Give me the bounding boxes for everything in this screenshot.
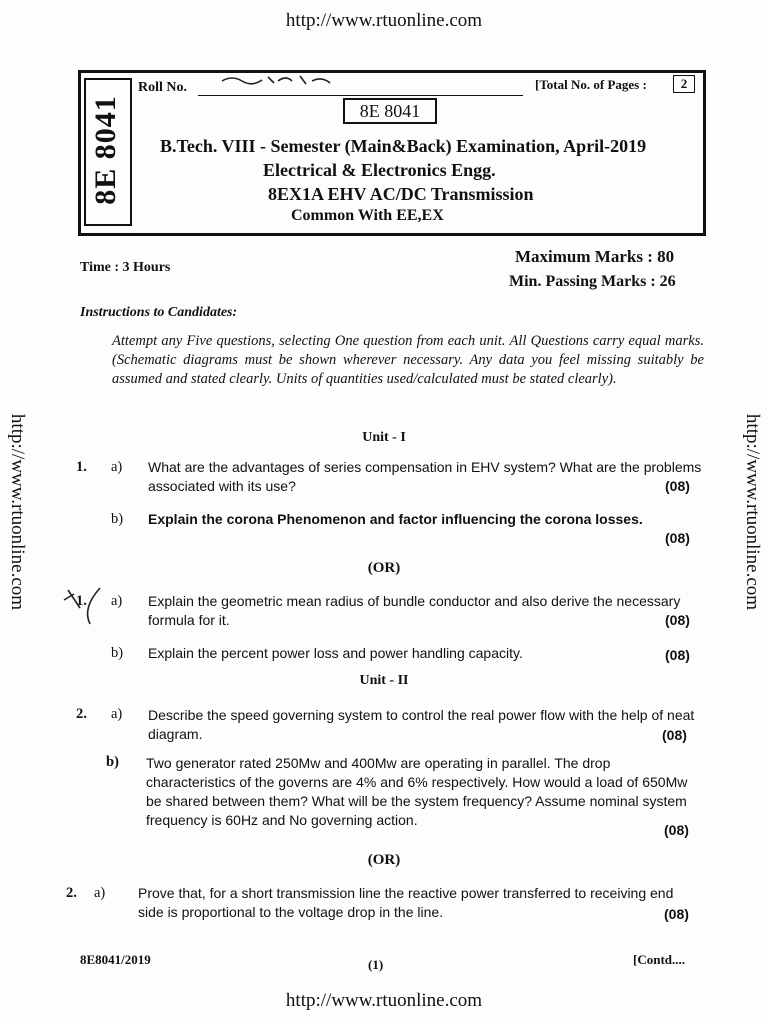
question-part-label: b) (106, 754, 119, 770)
unit-1-heading: Unit - I (362, 430, 406, 445)
branch-name: Electrical & Electronics Engg. (263, 160, 496, 180)
question-1d-marks: (08) (665, 647, 690, 663)
roll-number-line (198, 95, 523, 96)
instructions-text: Attempt any Five questions, selecting One question from each unit. All Questions carry equal marks. (Schematic diagrams must be shown wherever necessary. Any data you feel missing suitably be assumed and stated clearly. Units of quantities used/calculated must be stated clearly). (112, 333, 704, 387)
top-url[interactable]: http://www.rtuonline.com (285, 10, 483, 31)
unit-2-heading: Unit - II (359, 673, 409, 688)
time-allowed: Time : 3 Hours (80, 260, 171, 275)
min-passing-marks: Min. Passing Marks : 26 (509, 273, 676, 290)
question-1b-text: Explain the corona Phenomenon and factor influencing the corona losses. (148, 511, 643, 527)
question-1a-text: What are the advantages of series compensation in EHV system? What are the problems associated with its use? (148, 459, 702, 494)
footer-continued: [Contd.... (633, 952, 686, 967)
question-part-label: b) (111, 511, 124, 527)
total-pages-value: 2 (673, 75, 695, 93)
question-1d-text: Explain the percent power loss and power handling capacity. (148, 645, 523, 661)
roll-number-label: Roll No. (138, 80, 187, 95)
question-2a-marks: (08) (662, 727, 687, 743)
maximum-marks: Maximum Marks : 80 (515, 247, 675, 266)
question-part-label: a) (111, 459, 123, 475)
question-number: 2. (66, 885, 77, 901)
handwritten-scribble (220, 72, 340, 86)
question-1b-marks: (08) (665, 530, 690, 546)
paper-code-vertical: 8E 8041 (89, 95, 122, 205)
bottom-url[interactable]: http://www.rtuonline.com (285, 990, 483, 1011)
question-number: 1. (76, 593, 87, 609)
question-part-label: a) (111, 706, 123, 722)
question-2a-text: Describe the speed governing system to control the real power flow with the help of neat diagram. (148, 707, 695, 742)
exam-title: B.Tech. VIII - Semester (Main&Back) Examination, April-2019 (160, 136, 647, 156)
or-separator: (OR) (367, 852, 401, 868)
question-2b-text: Two generator rated 250Mw and 400Mw are operating in parallel. The drop characteristics of the governs are 4% and 6% respectively. How would a load of 650Mw be shared between them? What will be the system frequency? Assume nominal system frequency is 60Hz and No governing action. (146, 755, 688, 828)
subject-name: 8EX1A EHV AC/DC Transmission (268, 184, 534, 204)
handwritten-tick-mark (60, 586, 130, 628)
common-with: Common With EE,EX (291, 207, 444, 224)
left-side-url[interactable]: http://www.rtuonline.com (7, 413, 28, 611)
question-part-label: a) (111, 593, 123, 609)
paper-code-box: 8E 8041 (343, 98, 437, 124)
question-1c-text: Explain the geometric mean radius of bundle conductor and also derive the necessary formula for it. (148, 593, 681, 628)
question-part-label: a) (94, 885, 106, 901)
question-1c-marks: (08) (665, 612, 690, 628)
question-2b-marks: (08) (664, 822, 689, 838)
total-pages-label: [Total No. of Pages : (535, 77, 647, 92)
question-1a-marks: (08) (665, 478, 690, 494)
question-number: 2. (76, 706, 87, 722)
instructions-title: Instructions to Candidates: (80, 305, 238, 320)
question-2c-text: Prove that, for a short transmission line the reactive power transferred to receiving end side is proportional to the voltage drop in the line. (138, 885, 674, 920)
question-part-label: b) (111, 645, 124, 661)
footer-paper-code: 8E8041/2019 (80, 952, 151, 967)
or-separator: (OR) (367, 560, 401, 576)
right-side-url[interactable]: http://www.rtuonline.com (742, 413, 763, 611)
footer-page-number: (1) (368, 957, 384, 972)
question-2c-marks: (08) (664, 906, 689, 922)
question-number: 1. (76, 459, 87, 475)
